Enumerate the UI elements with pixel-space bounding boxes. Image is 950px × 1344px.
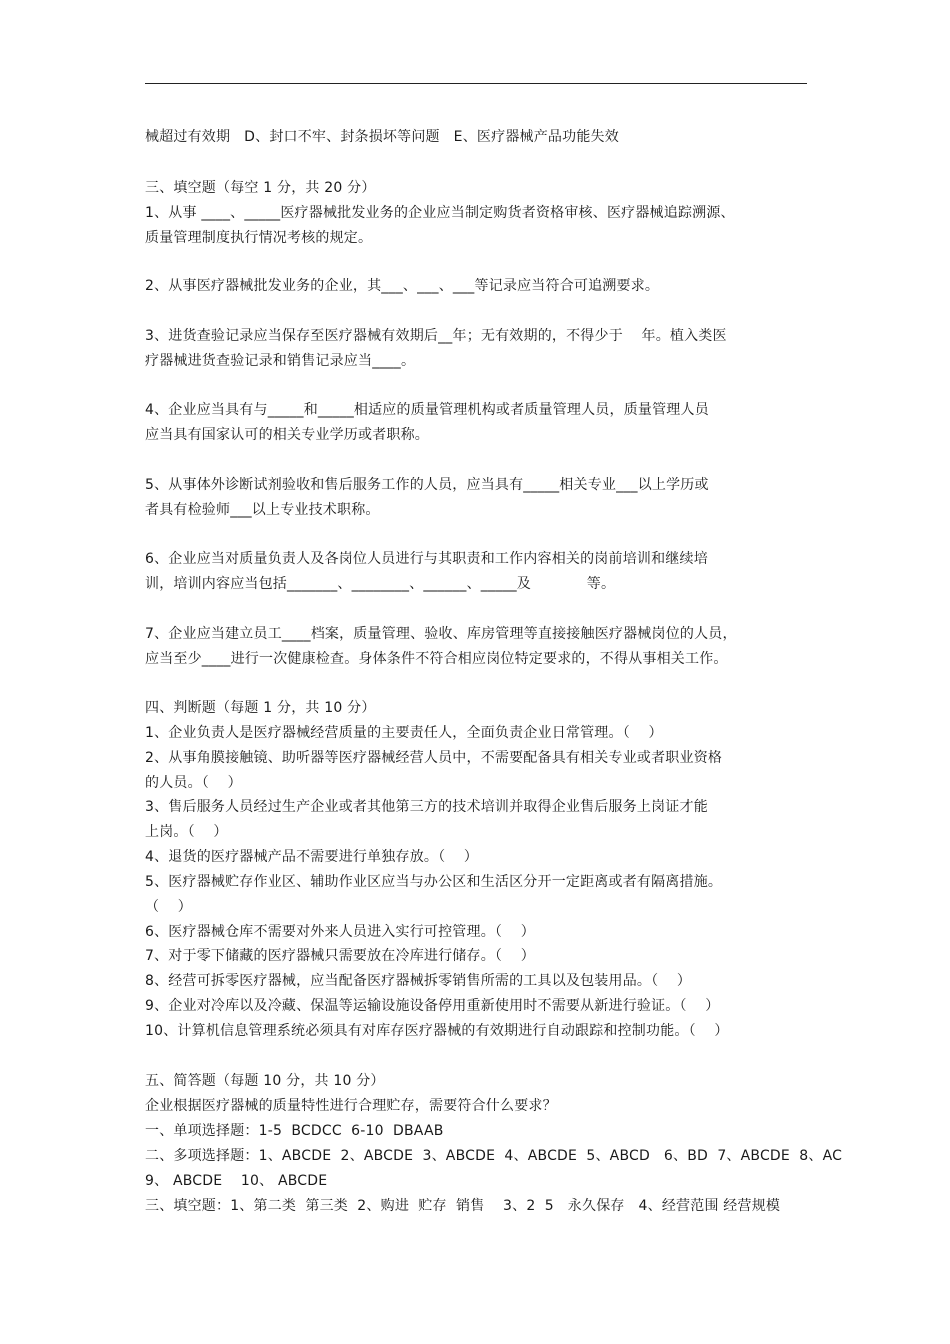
text-line: 6、企业应当对质量负责人及各岗位人员进行与其职责和工作内容相关的岗前培训和继续培 xyxy=(145,551,708,567)
text-line: 3、售后服务人员经过生产企业或者其他第三方的技术培训并取得企业售后服务上岗证才能 xyxy=(145,799,708,815)
text-line: 8、经营可拆零医疗器械，应当配备医疗器械拆零销售所需的工具以及包装用品。（ ） xyxy=(145,973,692,989)
text-line: 10、计算机信息管理系统必须具有对库存医疗器械的有效期进行自动跟踪和控制功能。（ ） xyxy=(145,1023,729,1039)
answer-line: 二、多项选择题：1、ABCDE 2、ABCDE 3、ABCDE 4、ABCDE 5、ABCD 6、BD 7、ABCDE 8、AC xyxy=(145,1148,843,1164)
answer-line: 9、 ABCDE 10、 ABCDE xyxy=(145,1173,328,1189)
text-line: 2、从事角膜接触镜、助听器等医疗器械经营人员中，不需要配备具有相关专业或者职业资格 xyxy=(145,750,723,766)
text-line: 7、企业应当建立员工____档案，质量管理、验收、库房管理等直接接触医疗器械岗位的人员， xyxy=(145,626,737,642)
text-line: 5、从事体外诊断试剂验收和售后服务工作的人员，应当具有_____相关专业___以上学历或 xyxy=(145,477,709,493)
text-line: 1、企业负责人是医疗器械经营质量的主要责任人，全面负责企业日常管理。（ ） xyxy=(145,725,663,741)
text-line: 4、退货的医疗器械产品不需要进行单独存放。（ ） xyxy=(145,849,479,865)
answer-line: 一、单项选择题：1-5 BCDCC 6-10 DBAAB xyxy=(145,1123,444,1139)
text-line: 训，培训内容应当包括_______、________、______、_____及 等。 xyxy=(145,576,616,592)
text-line: 6、医疗器械仓库不需要对外来人员进入实行可控管理。（ ） xyxy=(145,924,535,940)
text-line: 9、企业对冷库以及冷藏、保温等运输设施设备停用重新使用时不需要从新进行验证。（ ） xyxy=(145,998,720,1014)
header-rule xyxy=(145,83,807,84)
text-line: 1、从事 ____、_____医疗器械批发业务的企业应当制定购货者资格审核、医疗器械追踪溯源、 xyxy=(145,205,735,221)
text-line: 4、企业应当具有与_____和_____相适应的质量管理机构或者质量管理人员，质量管理人员 xyxy=(145,402,709,418)
text-line: 企业根据医疗器械的质量特性进行合理贮存，需要符合什么要求？ xyxy=(145,1098,557,1114)
text-line: 应当至少____进行一次健康检查。身体条件不符合相应岗位特定要求的，不得从事相关工作。 xyxy=(145,651,728,667)
text-line: 5、医疗器械贮存作业区、辅助作业区应当与办公区和生活区分开一定距离或者有隔离措施。 xyxy=(145,874,723,890)
text-line: 者具有检验师___以上专业技术职称。 xyxy=(145,502,380,518)
text-line: （ ） xyxy=(145,899,193,915)
section-heading-true-false: 四、判断题（每题 1 分，共 10 分） xyxy=(145,700,376,716)
text-line: 7、对于零下储藏的医疗器械只需要放在冷库进行储存。（ ） xyxy=(145,948,535,964)
text-line: 疗器械进货查验记录和销售记录应当____。 xyxy=(145,353,416,369)
text-line: 3、进货查验记录应当保存至医疗器械有效期后__年；无有效期的，不得少于 年。植入类医 xyxy=(145,328,727,344)
text-line: 2、从事医疗器械批发业务的企业，其___、___、___等记录应当符合可追溯要求。 xyxy=(145,278,660,294)
text-line: 上岗。（ ） xyxy=(145,824,228,840)
text-line: 的人员。（ ） xyxy=(145,775,242,791)
section-heading-short-answer: 五、简答题（每题 10 分，共 10 分） xyxy=(145,1073,385,1089)
section-heading-fill-in: 三、填空题（每空 1 分，共 20 分） xyxy=(145,180,376,196)
text-line: 械超过有效期 D、封口不牢、封条损坏等问题 E、医疗器械产品功能失效 xyxy=(145,129,619,145)
text-line: 质量管理制度执行情况考核的规定。 xyxy=(145,230,373,246)
text-line: 应当具有国家认可的相关专业学历或者职称。 xyxy=(145,427,429,443)
answer-line: 三、填空题：1、第二类 第三类 2、购进 贮存 销售 3、2 5 永久保存 4、经营范围 经营规模 xyxy=(145,1198,781,1214)
